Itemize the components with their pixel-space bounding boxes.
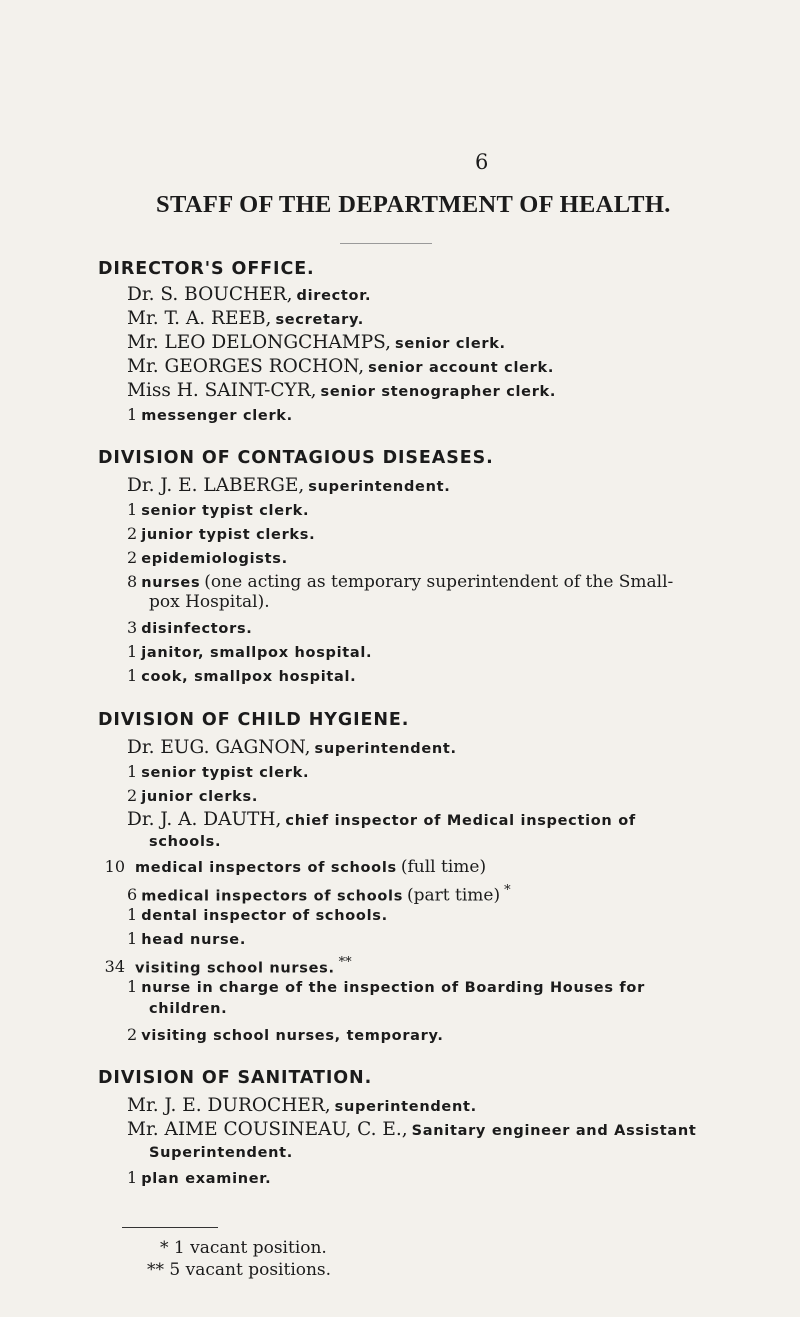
staff-count: 1	[127, 977, 138, 996]
staff-line-continuation	[149, 998, 227, 1020]
staff-role: director.	[296, 288, 372, 304]
staff-role: epidemiologists.	[141, 551, 288, 567]
staff-role: janitor, smallpox hospital.	[141, 645, 373, 661]
staff-role: senior stenographer clerk.	[320, 384, 557, 400]
staff-role: plan examiner.	[141, 1171, 272, 1187]
footnote-mark: *	[504, 883, 511, 898]
staff-role: chief inspector of Medical inspection of	[285, 813, 636, 829]
footnote	[160, 1238, 327, 1258]
staff-line	[127, 809, 636, 832]
footnote-mark: *	[160, 1238, 169, 1258]
footnote-mark: **	[147, 1260, 164, 1280]
footnote	[147, 1260, 331, 1280]
staff-role: senior clerk.	[395, 336, 506, 352]
staff-count: 1	[127, 405, 138, 424]
staff-count: 8	[127, 572, 138, 591]
staff-line	[127, 1167, 271, 1190]
staff-role: schools.	[149, 834, 222, 850]
staff-count: 1	[127, 762, 138, 781]
page-number: 6	[475, 150, 489, 174]
staff-count: 1	[127, 905, 138, 924]
staff-role: junior clerks.	[141, 789, 259, 805]
title-divider	[340, 243, 432, 244]
staff-name: Dr. EUG. GAGNON,	[127, 737, 311, 758]
staff-name: Dr. S. BOUCHER,	[127, 284, 293, 305]
staff-role: junior typist clerks.	[141, 527, 316, 543]
staff-count: 1	[127, 1168, 138, 1187]
staff-name: Mr. J. E. DUROCHER,	[127, 1095, 331, 1116]
footnote-divider	[122, 1227, 218, 1228]
staff-line	[127, 1024, 444, 1047]
section-heading-child-hygiene: DIVISION OF CHILD HYGIENE.	[98, 710, 410, 730]
staff-line	[104, 856, 487, 879]
staff-line	[127, 523, 315, 546]
staff-role: head nurse.	[141, 932, 247, 948]
staff-line	[127, 1119, 697, 1142]
staff-role: nurse in charge of the inspection of Boarding Houses for	[141, 980, 645, 996]
footnote-text: 1 vacant position.	[173, 1238, 327, 1258]
section-heading-contagious: DIVISION OF CONTAGIOUS DISEASES.	[98, 448, 494, 468]
staff-note: (one acting as temporary superintendent of the Small-	[204, 572, 674, 592]
staff-count: 10	[104, 857, 125, 876]
staff-note: (full time)	[400, 857, 487, 877]
staff-count: 2	[127, 548, 138, 567]
staff-role: senior typist clerk.	[141, 503, 310, 519]
staff-line	[127, 475, 450, 498]
staff-count: 1	[127, 500, 138, 519]
staff-line	[127, 641, 372, 664]
staff-name: Miss H. SAINT-CYR,	[127, 380, 317, 401]
staff-count: 6	[127, 885, 138, 905]
section-heading-sanitation: DIVISION OF SANITATION.	[98, 1068, 373, 1088]
staff-line	[127, 547, 288, 570]
staff-count: 1	[127, 666, 138, 685]
staff-line	[127, 332, 506, 355]
staff-line	[127, 665, 356, 688]
staff-line	[127, 356, 554, 379]
staff-line	[127, 404, 293, 427]
footnote-mark: **	[338, 955, 352, 970]
staff-role: children.	[149, 1001, 228, 1017]
staff-line-continuation	[149, 591, 270, 614]
staff-note: (part time)	[407, 885, 501, 906]
staff-count: 2	[127, 786, 138, 805]
staff-role: messenger clerk.	[141, 408, 293, 424]
staff-line	[127, 928, 246, 951]
staff-name: Mr. LEO DELONGCHAMPS,	[127, 332, 392, 353]
staff-name: Mr. GEORGES ROCHON,	[127, 356, 365, 377]
staff-role: visiting school nurses, temporary.	[141, 1028, 444, 1044]
staff-name: Mr. AIME COUSINEAU, C. E.,	[127, 1119, 408, 1140]
staff-line	[127, 761, 309, 784]
staff-line	[127, 976, 645, 999]
staff-line	[127, 737, 457, 760]
staff-name: Dr. J. A. DAUTH,	[127, 809, 282, 830]
staff-line-continuation	[149, 1142, 293, 1164]
staff-role: secretary.	[275, 312, 364, 328]
staff-count: 3	[127, 618, 138, 637]
staff-role: senior account clerk.	[368, 360, 555, 376]
staff-name: Mr. T. A. REEB,	[127, 308, 272, 329]
staff-line	[127, 308, 364, 331]
staff-line	[127, 284, 371, 307]
staff-count: 2	[127, 1025, 138, 1044]
staff-note: pox Hospital).	[149, 592, 270, 612]
staff-role: superintendent.	[334, 1099, 477, 1115]
footnote-text: 5 vacant positions.	[169, 1260, 332, 1280]
staff-count: 34	[104, 957, 125, 977]
staff-count: 2	[127, 524, 138, 543]
staff-line	[127, 904, 388, 927]
staff-line-continuation	[149, 831, 221, 853]
staff-line	[127, 499, 309, 522]
staff-role: medical inspectors of schools	[141, 888, 404, 905]
staff-name: Dr. J. E. LABERGE,	[127, 475, 305, 496]
staff-count: 1	[127, 929, 138, 948]
staff-role: nurses	[141, 575, 201, 591]
staff-role: senior typist clerk.	[141, 765, 310, 781]
page-title: STAFF OF THE DEPARTMENT OF HEALTH.	[156, 191, 671, 218]
staff-role: Sanitary engineer and Assistant	[411, 1123, 697, 1139]
staff-role: Superintendent.	[149, 1145, 293, 1161]
staff-line	[127, 785, 258, 808]
staff-role: dental inspector of schools.	[141, 908, 388, 924]
staff-role: visiting school nurses.	[135, 960, 335, 977]
staff-role: cook, smallpox hospital.	[141, 669, 357, 685]
staff-count: 1	[127, 642, 138, 661]
staff-line	[127, 380, 556, 403]
staff-role: superintendent.	[314, 741, 457, 757]
section-heading-director: DIRECTOR'S OFFICE.	[98, 259, 315, 279]
staff-line	[127, 617, 252, 640]
staff-role: superintendent.	[308, 479, 451, 495]
staff-role: medical inspectors of schools	[135, 860, 397, 876]
staff-line	[127, 1095, 477, 1118]
staff-role: disinfectors.	[141, 621, 253, 637]
